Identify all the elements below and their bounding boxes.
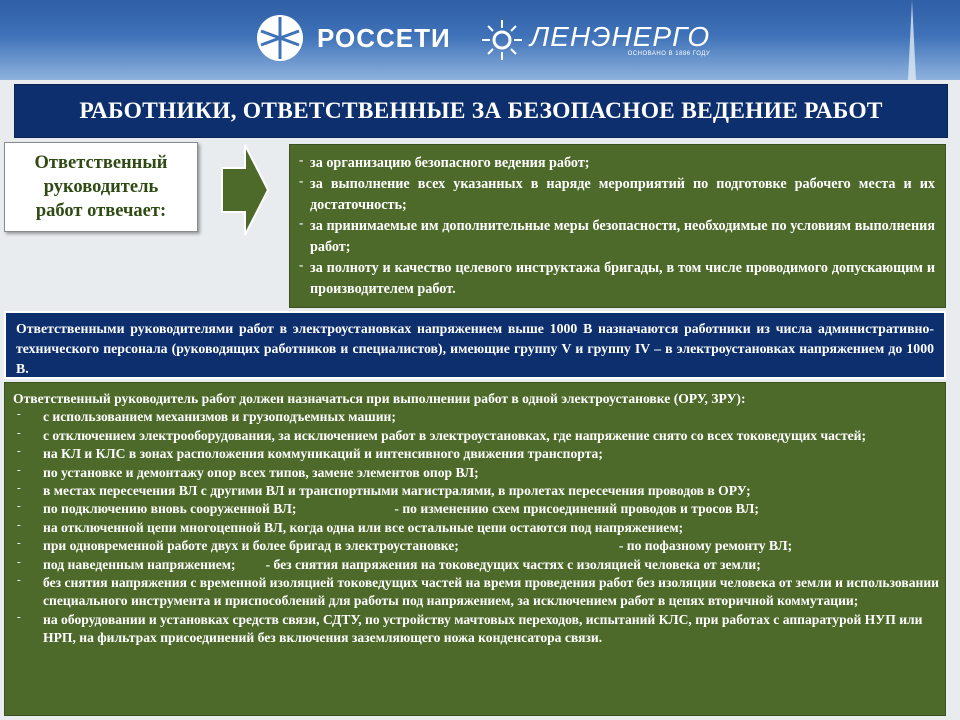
responsible-manager-box bbox=[4, 142, 198, 232]
list-item-text: на оборудовании и установках средств связи, СДТУ, по устройству мачтовых переходов, испытаний КЛС, при работах с аппаратурой НУП или НРП, на фильтрах присоединений без включения заземляющего ножа конденсатора связи. bbox=[43, 611, 923, 646]
list-item: - за организацию безопасного ведения работ; bbox=[304, 153, 935, 174]
arrow-right-icon bbox=[221, 144, 269, 236]
list-item-text: по установке и демонтажу опор всех типов, замене элементов опор ВЛ; bbox=[43, 464, 479, 480]
conditions-list bbox=[4, 382, 946, 716]
list-item: - в местах пересечения ВЛ с другими ВЛ и транспортными магистралями, в пролетах пересечения проводов в ОРУ; bbox=[17, 482, 751, 499]
list-item-text: на КЛ и КЛС в зонах расположения коммуникаций и интенсивного движения транспорта; bbox=[43, 446, 603, 462]
list-item: - на отключенной цепи многоцепной ВЛ, когда одна или все остальные цепи остаются под напряжением; bbox=[17, 518, 684, 535]
list-item-text: по подключению вновь сооруженной ВЛ; bbox=[43, 501, 297, 517]
list-item: - по подключению вновь сооруженной ВЛ; - по изменению схем присоединений проводов и тросов ВЛ; bbox=[17, 500, 759, 517]
list-item-text: в местах пересечения ВЛ с другими ВЛ и транспортными магистралями, в пролетах пересечения проводов в ОРУ; bbox=[43, 483, 751, 499]
list-item: - с отключением электрооборудования, за исключением работ в электроустановках, где напряжение снято со всех токоведущих частей; bbox=[17, 426, 867, 443]
responsible-label-line1: Ответственный bbox=[34, 153, 168, 173]
list-item-text: при одновременной работе двух и более бригад в электроустановке; bbox=[43, 538, 459, 554]
list-item: - под наведенным напряжением; - без снятия напряжения на токоведущих частях с изоляцией человека от земли; bbox=[17, 555, 761, 572]
lenergo-logo bbox=[480, 14, 710, 66]
list-item: - на оборудовании и установках средств связи, СДТУ, по устройству мачтовых переходов, испытаний КЛС, при работах с аппаратурой НУП или НРП, на фильтрах присоединений без включения заземляющего ножа конденсатора связи. bbox=[17, 610, 923, 646]
lenergo-logo-text: ЛЕНЭНЕРГО bbox=[530, 21, 711, 52]
list-item-extra: - без снятия напряжения на токоведущих частях с изоляцией человека от земли; bbox=[265, 556, 761, 572]
list-item: - за принимаемые им дополнительные меры безопасности, необходимые по условиям выполнения работ; bbox=[304, 216, 935, 258]
header-banner bbox=[0, 0, 960, 80]
appointment-text: Ответственными руководителями работ в электроустановках напряжением выше 1000 В назначаются работники из числа административно-технического персонала (руководящих работников и специалистов), имеющие группу V и группу IV – в электроустановках напряжением до 1000 В. bbox=[16, 321, 934, 376]
rosseti-logo bbox=[255, 12, 451, 64]
conditions-intro: Ответственный руководитель работ должен назначаться при выполнении работ в одной электроустановке (ОРУ, ЗРУ): bbox=[13, 391, 746, 406]
spire-decoration bbox=[904, 0, 920, 80]
responsibilities-list bbox=[289, 144, 946, 308]
list-item: - по установке и демонтажу опор всех типов, замене элементов опор ВЛ; bbox=[17, 463, 479, 480]
list-item-extra: - по изменению схем присоединений проводов и тросов ВЛ; bbox=[394, 501, 759, 517]
page-title-bar bbox=[14, 84, 948, 138]
rosseti-emblem-icon bbox=[255, 13, 305, 63]
list-item: - без снятия напряжения с временной изоляцией токоведущих частей на время проведения работ без изоляции человека от земли и использовании специального инструмента и приспособлений для работы под напряжением, за исключением работ в цепях вторичной коммутации; bbox=[17, 574, 939, 609]
list-item: - за полноту и качество целевого инструктажа бригады, в том числе проводимого допускающим и производителем работ. bbox=[304, 258, 935, 300]
list-item: - за выполнение всех указанных в наряде мероприятий по подготовке рабочего места и их достаточность; bbox=[304, 174, 935, 216]
responsible-label-line3: работ отвечает: bbox=[35, 201, 167, 221]
page-title: РАБОТНИКИ, ОТВЕТСТВЕННЫЕ ЗА БЕЗОПАСНОЕ ВЕДЕНИЕ РАБОТ bbox=[79, 97, 883, 124]
appointment-note bbox=[4, 311, 946, 379]
list-item-text: без снятия напряжения с временной изоляцией токоведущих частей на время проведения работ без изоляции человека от земли и использовании специального инструмента и приспособлений для работы под напряжением, за исключением работ в цепях вторичной коммутации; bbox=[43, 575, 939, 609]
responsible-manager-label bbox=[35, 151, 168, 223]
list-item-text: под наведенным напряжением; bbox=[43, 556, 236, 572]
rosseti-logo-text: РОССЕТИ bbox=[317, 22, 451, 53]
list-item-text: с отключением электрооборудования, за исключением работ в электроустановках, где напряжение снято со всех токоведущих частей; bbox=[43, 427, 867, 443]
list-item: - с использованием механизмов и грузоподъемных машин; bbox=[17, 408, 396, 425]
responsible-label-line2: руководитель bbox=[43, 177, 159, 197]
list-item-extra: - по пофазному ремонту ВЛ; bbox=[618, 538, 793, 554]
list-item: - при одновременной работе двух и более бригад в электроустановке; - по пофазному ремонту ВЛ; bbox=[17, 537, 793, 554]
list-item-text: с использованием механизмов и грузоподъемных машин; bbox=[43, 409, 396, 425]
lenergo-logo-subtitle: ОСНОВАНО В 1886 ГОДУ bbox=[627, 51, 711, 57]
list-item: - на КЛ и КЛС в зонах расположения коммуникаций и интенсивного движения транспорта; bbox=[17, 445, 603, 462]
lenergo-emblem-icon bbox=[480, 18, 524, 62]
list-item-text: на отключенной цепи многоцепной ВЛ, когда одна или все остальные цепи остаются под напряжением; bbox=[43, 519, 684, 535]
